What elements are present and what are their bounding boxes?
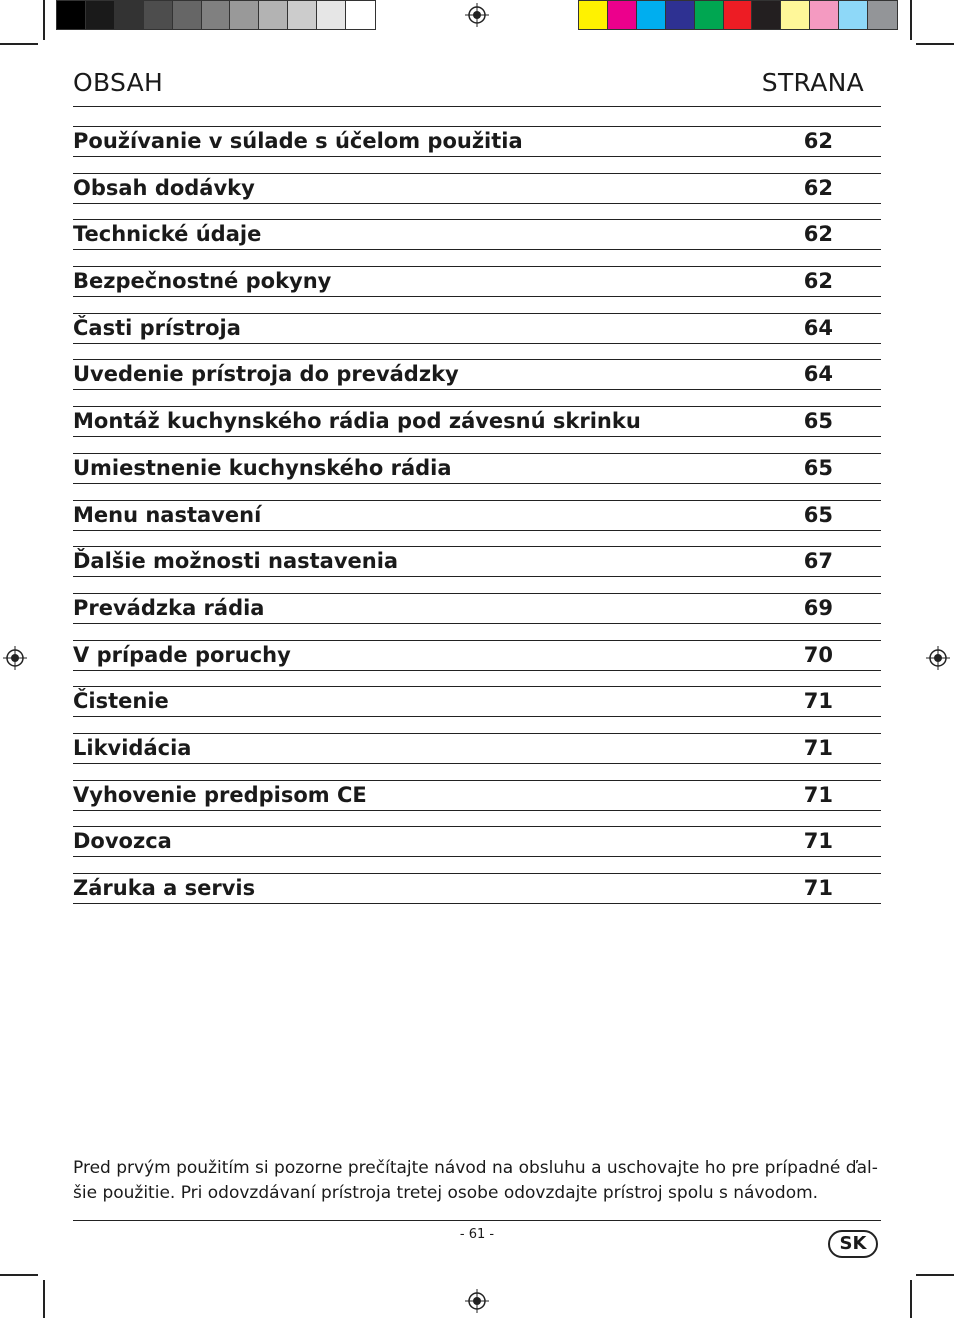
toc-entry-title: Likvidácia bbox=[73, 735, 192, 760]
grayscale-control-strip bbox=[56, 0, 376, 30]
toc-entry[interactable] bbox=[73, 686, 881, 717]
toc-entry-page: 71 bbox=[803, 829, 833, 854]
toc-entry[interactable] bbox=[73, 219, 881, 250]
toc-entry-page: 71 bbox=[803, 689, 833, 714]
color-swatch bbox=[579, 1, 608, 29]
gray-swatch bbox=[86, 1, 115, 29]
toc-entry-title: Časti prístroja bbox=[73, 315, 241, 340]
toc-entry-page: 65 bbox=[803, 409, 833, 434]
toc-entry-title: Menu nastavení bbox=[73, 502, 262, 527]
toc-entry-title: Prevádzka rádia bbox=[73, 595, 265, 620]
color-control-strip bbox=[578, 0, 898, 30]
toc-entry[interactable] bbox=[73, 406, 881, 437]
registration-mark-icon bbox=[465, 1289, 489, 1313]
toc-entry-page: 71 bbox=[803, 782, 833, 807]
gray-swatch bbox=[115, 1, 144, 29]
table-of-contents bbox=[73, 126, 881, 920]
page-column-heading: STRANA bbox=[761, 68, 864, 97]
toc-heading: OBSAH bbox=[73, 68, 164, 97]
color-swatch bbox=[666, 1, 695, 29]
toc-entry-title: Vyhovenie predpisom CE bbox=[73, 782, 367, 807]
toc-entry-title: Umiestnenie kuchynského rádia bbox=[73, 455, 452, 480]
gray-swatch bbox=[230, 1, 259, 29]
toc-header bbox=[73, 64, 881, 107]
toc-entry[interactable] bbox=[73, 780, 881, 811]
color-swatch bbox=[781, 1, 810, 29]
color-swatch bbox=[724, 1, 753, 29]
crop-mark-icon bbox=[916, 43, 954, 45]
toc-entry-page: 65 bbox=[803, 502, 833, 527]
toc-entry-title: Čistenie bbox=[73, 689, 169, 714]
toc-entry[interactable] bbox=[73, 640, 881, 671]
toc-entry-page: 67 bbox=[803, 549, 833, 574]
toc-entry[interactable] bbox=[73, 313, 881, 344]
note-line: Pred prvým použitím si pozorne prečítajte návod na obsluhu a uschovajte ho pre prípadné ďal- bbox=[73, 1158, 878, 1178]
gray-swatch bbox=[259, 1, 288, 29]
gray-swatch bbox=[317, 1, 346, 29]
gray-swatch bbox=[173, 1, 202, 29]
toc-entry-title: Bezpečnostné pokyny bbox=[73, 269, 332, 294]
crop-mark-icon bbox=[43, 0, 45, 40]
color-swatch bbox=[810, 1, 839, 29]
language-badge: SK bbox=[828, 1230, 878, 1258]
toc-entry[interactable] bbox=[73, 173, 881, 204]
gray-swatch bbox=[144, 1, 173, 29]
color-swatch bbox=[637, 1, 666, 29]
toc-entry[interactable] bbox=[73, 733, 881, 764]
note-line: šie použitie. Pri odovzdávaní prístroja tretej osobe odovzdajte prístroj spolu s návodom. bbox=[73, 1183, 819, 1203]
toc-entry[interactable] bbox=[73, 826, 881, 857]
gray-swatch bbox=[202, 1, 231, 29]
color-swatch bbox=[695, 1, 724, 29]
gray-swatch bbox=[57, 1, 86, 29]
toc-entry[interactable] bbox=[73, 126, 881, 157]
toc-entry[interactable] bbox=[73, 500, 881, 531]
toc-entry[interactable] bbox=[73, 453, 881, 484]
gray-swatch bbox=[288, 1, 317, 29]
toc-entry-page: 65 bbox=[803, 455, 833, 480]
toc-entry-page: 62 bbox=[803, 175, 833, 200]
toc-entry[interactable] bbox=[73, 266, 881, 297]
toc-entry-title: Obsah dodávky bbox=[73, 175, 255, 200]
crop-mark-icon bbox=[0, 43, 38, 45]
toc-entry[interactable] bbox=[73, 546, 881, 577]
toc-entry-page: 64 bbox=[803, 315, 833, 340]
crop-mark-icon bbox=[43, 1280, 45, 1318]
registration-mark-icon bbox=[3, 646, 27, 670]
color-swatch bbox=[839, 1, 868, 29]
toc-entry-page: 69 bbox=[803, 595, 833, 620]
crop-mark-icon bbox=[916, 1274, 954, 1276]
gray-swatch bbox=[346, 1, 375, 29]
toc-entry-title: Používanie v súlade s účelom použitia bbox=[73, 129, 523, 153]
toc-entry-page: 64 bbox=[803, 362, 833, 387]
registration-mark-icon bbox=[926, 646, 950, 670]
toc-entry-title: Záruka a servis bbox=[73, 876, 256, 900]
footer-divider bbox=[73, 1220, 881, 1221]
crop-mark-icon bbox=[0, 1274, 38, 1276]
instructions-note bbox=[73, 1156, 883, 1206]
toc-entry-title: Uvedenie prístroja do prevádzky bbox=[73, 362, 459, 387]
toc-entry-title: V prípade poruchy bbox=[73, 642, 291, 667]
toc-entry-page: 71 bbox=[803, 735, 833, 760]
toc-entry-page: 62 bbox=[803, 129, 833, 153]
toc-entry[interactable] bbox=[73, 359, 881, 390]
toc-entry-page: 71 bbox=[803, 876, 833, 900]
toc-entry-title: Technické údaje bbox=[73, 222, 262, 247]
color-swatch bbox=[608, 1, 637, 29]
toc-entry[interactable] bbox=[73, 593, 881, 624]
toc-entry-page: 70 bbox=[803, 642, 833, 667]
toc-entry-title: Dovozca bbox=[73, 829, 172, 854]
registration-mark-icon bbox=[465, 3, 489, 27]
page-number: - 61 - bbox=[459, 1227, 495, 1242]
toc-entry-page: 62 bbox=[803, 269, 833, 294]
toc-entry-title: Montáž kuchynského rádia pod závesnú skrinku bbox=[73, 409, 641, 434]
crop-mark-icon bbox=[910, 0, 912, 40]
toc-entry-page: 62 bbox=[803, 222, 833, 247]
color-swatch bbox=[868, 1, 897, 29]
toc-entry[interactable] bbox=[73, 873, 881, 904]
toc-entry-title: Ďalšie možnosti nastavenia bbox=[73, 549, 399, 574]
crop-mark-icon bbox=[910, 1280, 912, 1318]
color-swatch bbox=[752, 1, 781, 29]
